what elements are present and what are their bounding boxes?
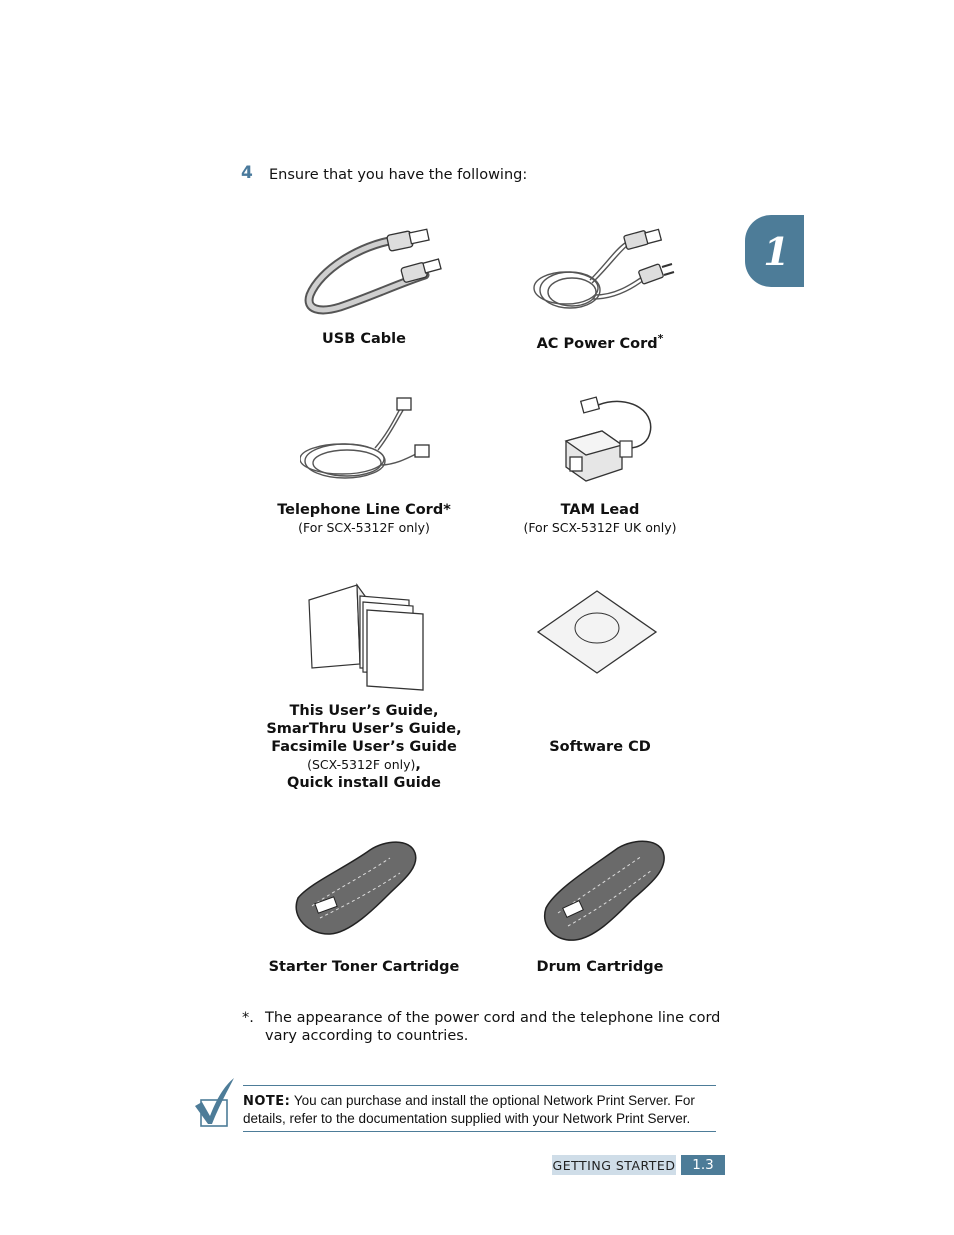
chapter-tab: 1 xyxy=(745,215,804,287)
item-label: Drum Cartridge xyxy=(536,959,664,975)
cd-illustration xyxy=(535,588,660,676)
footnote-marker: * xyxy=(657,332,664,345)
telephone-cord-illustration xyxy=(300,393,450,488)
footer-page-number: 1.3 xyxy=(681,1155,725,1175)
footnote-mark: *. xyxy=(242,1010,254,1026)
drum-cartridge-illustration xyxy=(540,838,670,944)
item-comma: , xyxy=(415,757,421,773)
item-line: SmarThru User’s Guide, xyxy=(266,721,462,737)
item-line: Quick install Guide xyxy=(287,775,441,791)
item-label: AC Power Cord xyxy=(536,335,658,352)
tam-lead-illustration xyxy=(560,393,660,488)
item-label: Telephone Line Cord* xyxy=(277,502,451,518)
item-usb-cable xyxy=(244,330,484,348)
item-line: Facsimile User’s Guide xyxy=(271,739,457,755)
item-tam-lead xyxy=(480,501,720,537)
note-label: NOTE: xyxy=(243,1094,291,1109)
item-label: USB Cable xyxy=(322,331,406,347)
item-telephone-line-cord xyxy=(244,501,484,537)
item-label: Starter Toner Cartridge xyxy=(268,959,460,975)
item-line: This User’s Guide, xyxy=(289,703,439,719)
step-number: 4 xyxy=(241,163,253,183)
checkmark-note-icon xyxy=(192,1076,238,1130)
item-software-cd xyxy=(480,738,720,756)
item-label: TAM Lead xyxy=(560,502,640,518)
manuals-illustration xyxy=(305,582,430,692)
power-cord-illustration xyxy=(530,225,680,320)
footer-section-label: GETTING STARTED xyxy=(552,1155,676,1175)
item-ac-power-cord xyxy=(480,330,720,353)
toner-cartridge-illustration xyxy=(290,838,420,938)
step-instruction: Ensure that you have the following: xyxy=(269,167,528,183)
footnote xyxy=(242,1009,725,1045)
item-label: Software CD xyxy=(549,739,651,755)
usb-cable-illustration xyxy=(300,225,450,320)
note-text: You can purchase and install the optional Network Print Server. For details, refer to the documentation supplied with your Network Print Server. xyxy=(243,1093,695,1126)
item-sublabel: (For SCX-5312F UK only) xyxy=(523,520,677,535)
item-drum-cartridge xyxy=(480,958,720,976)
item-starter-toner-cartridge xyxy=(244,958,484,976)
item-manuals xyxy=(244,702,484,792)
footnote-text: The appearance of the power cord and the telephone line cord vary according to countries. xyxy=(265,1010,721,1044)
item-inline-note: (SCX-5312F only) xyxy=(307,757,416,772)
note-box xyxy=(243,1085,716,1132)
item-sublabel: (For SCX-5312F only) xyxy=(298,520,430,535)
